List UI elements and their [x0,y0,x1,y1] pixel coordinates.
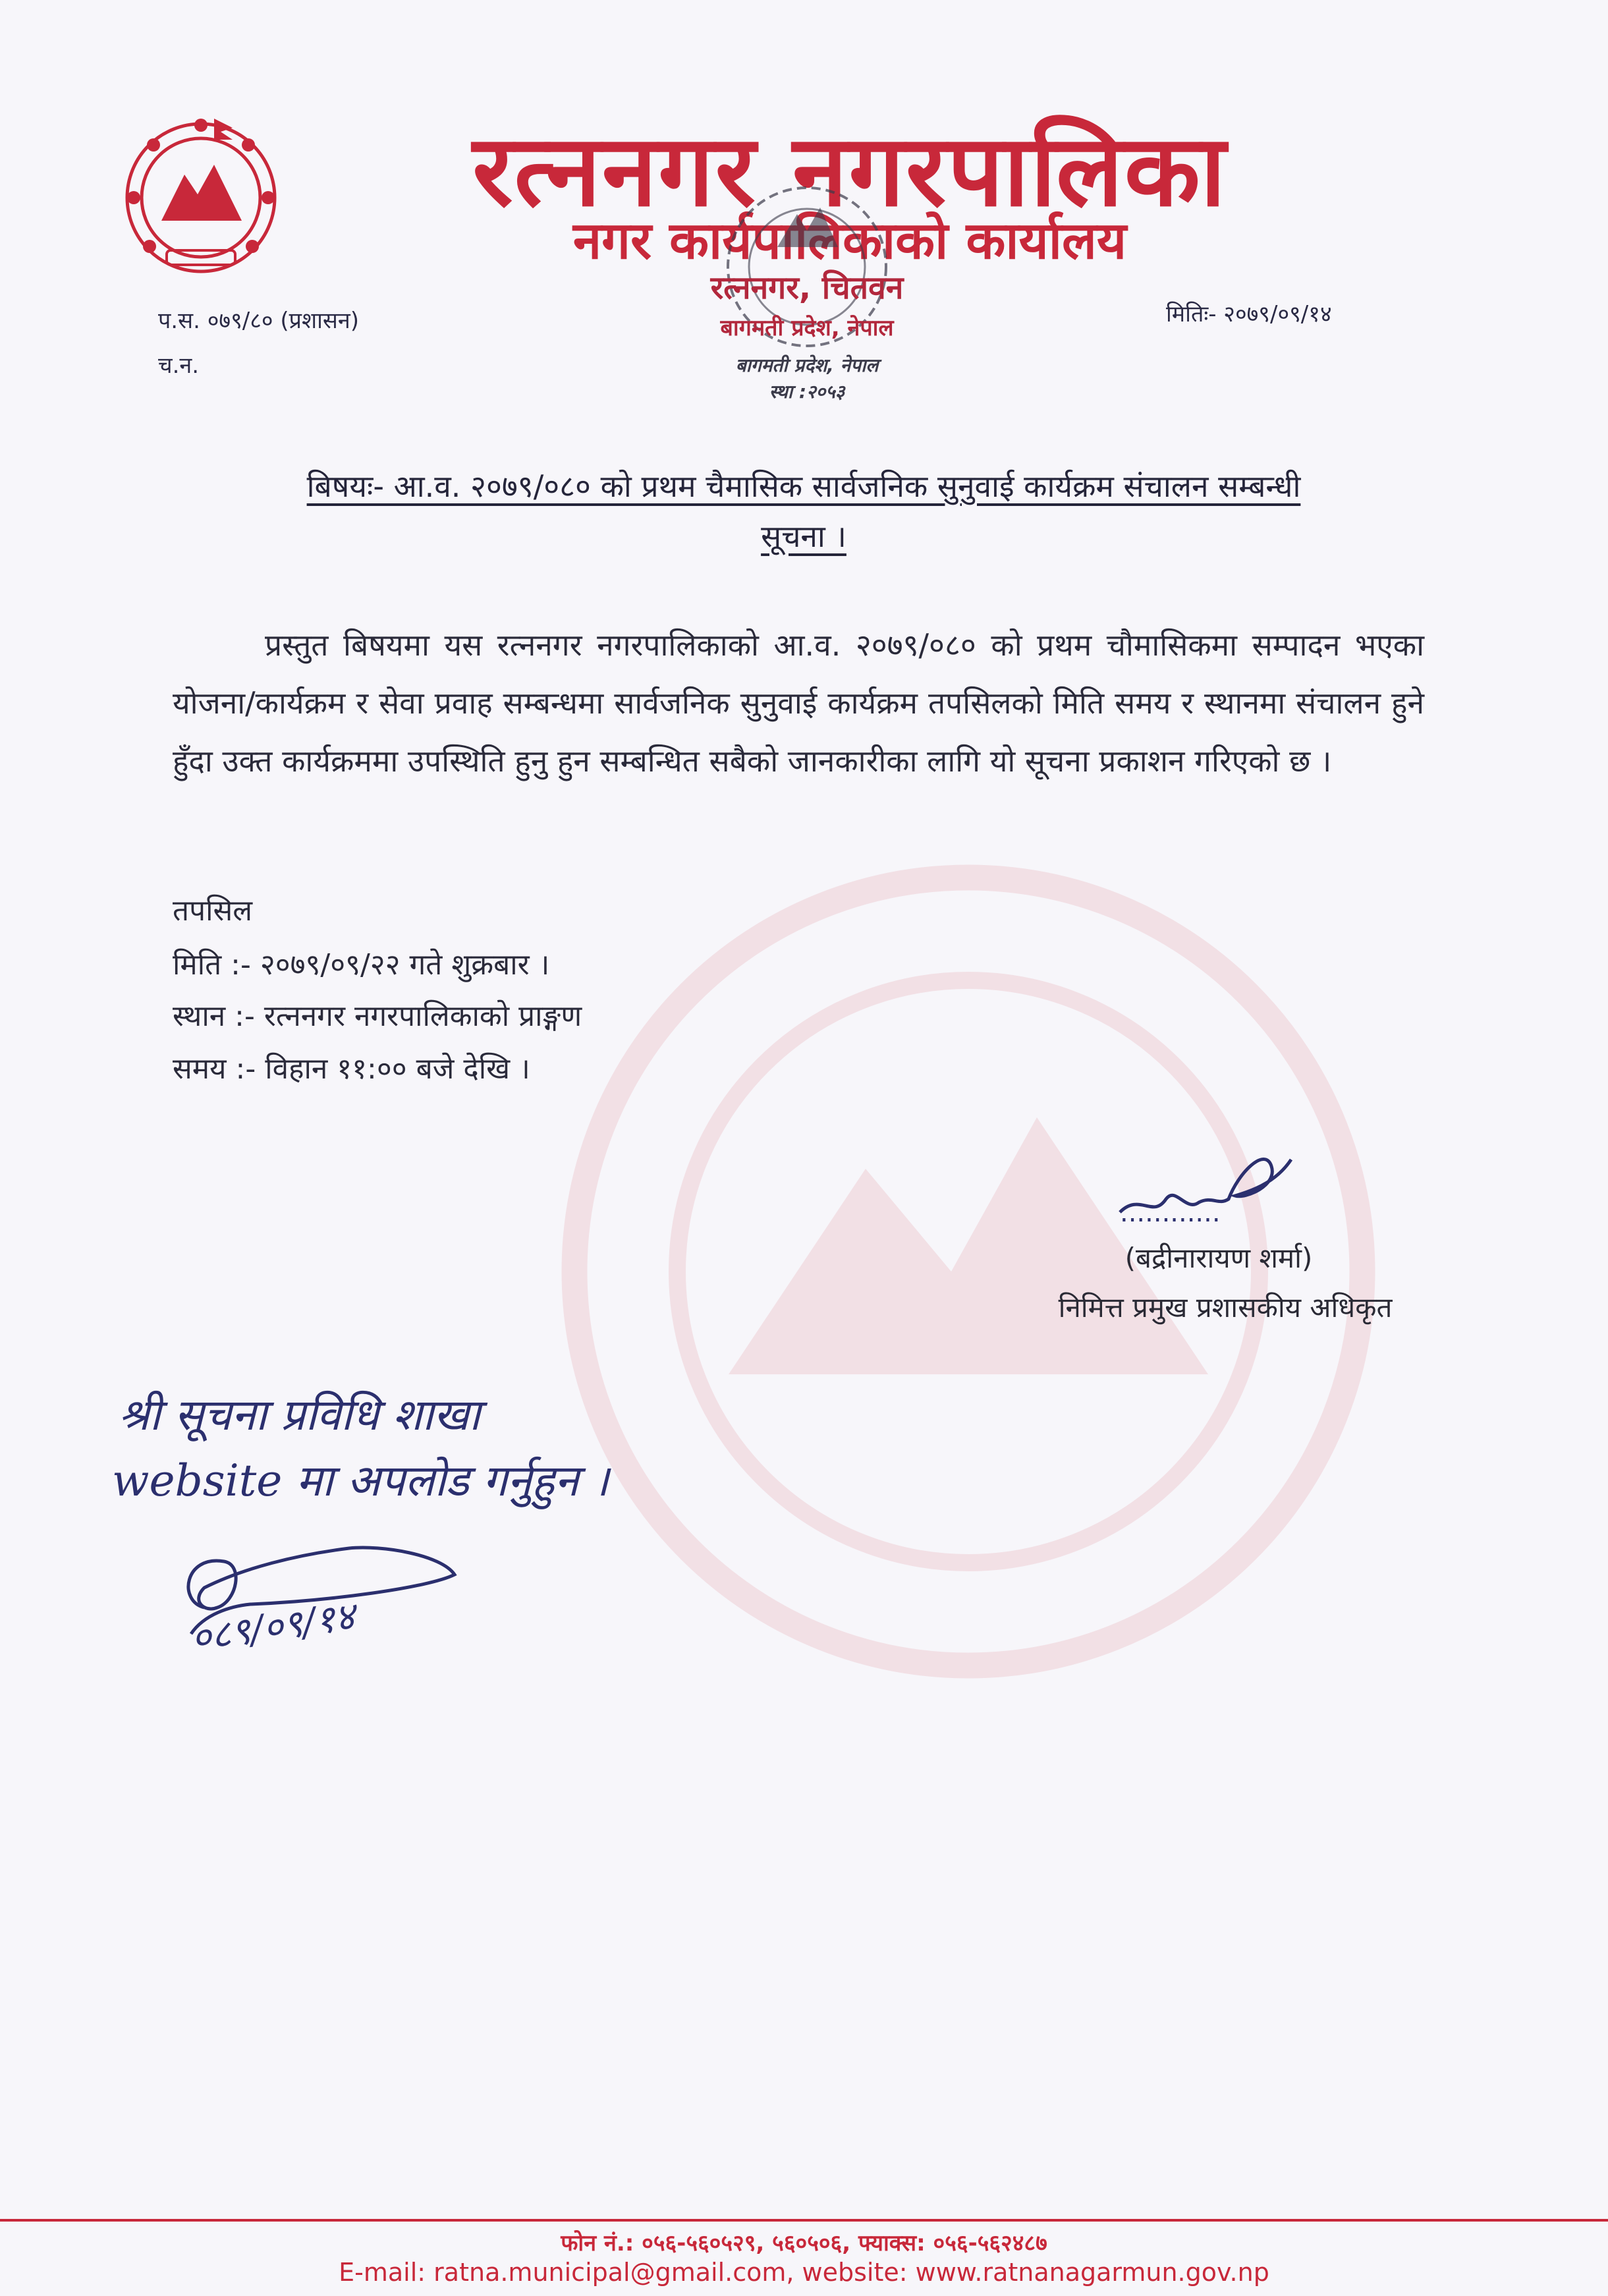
nepal-emblem-icon [115,105,287,290]
signature-dots: ............ [1120,1198,1221,1228]
subject-line-1: बिषयः- आ.व. २०७९/०८० को प्रथम चैमासिक सार्वजनिक सुनुवाई कार्यक्रम संचालन सम्बन्धी [306,468,1301,504]
handwritten-note-date: ०८९/०९/१४ [188,1593,358,1661]
stamp-line-3: बागमती प्रदेश, नेपाल [735,354,879,376]
stamp-line-2: बागमती प्रदेश, नेपाल [720,315,894,341]
office-stamp [665,168,949,418]
stamp-line-4: स्था :२०५३ [769,381,845,403]
letter-date: मितिः- २०७९/०९/१४ [1166,301,1332,327]
signatory-name: (बद्रीनारायण शर्मा) [1124,1242,1313,1274]
schedule-date: मिति :- २०७९/०९/२२ गते शुक्रबार । [173,948,550,982]
footer-divider [0,2219,1608,2222]
dispatch-number: च.न. [158,352,200,379]
signatory-title: निमित्त प्रमुख प्रशासकीय अधिकृत [1058,1291,1393,1324]
organization-name: रत्ननगर नगरपालिका [472,114,1227,229]
subject [198,461,1410,561]
schedule-heading: तपसिल [173,894,253,928]
stamp-line-1: रत्ननगर, चितवन [710,269,904,306]
body-paragraph: प्रस्तुत बिषयमा यस रत्ननगर नगरपालिकाको आ.व. २०७९/०८० को प्रथम चौमासिकमा सम्पादन भएका योजना/कार्यक्रम र सेवा प्रवाह सम्बन्धमा सार्वजनिक सुनुवाई कार्यक्रम तपसिलको मिति समय र स्थानमा संचालन हुने हुँदा उक्त कार्यक्रममा उपस्थिति हुनु हुन सम्बन्धित सबैको जानकारीका लागि यो सूचना प्रकाशन गरिएको छ । [173,627,1424,779]
subject-line-2: सूचना । [761,518,846,554]
office-name: नगर कार्यपालिकाको कार्यालय [572,211,1127,271]
handwritten-note-line-2: website मा अपलोड गर्नुहुन । [112,1455,609,1506]
handwritten-note-line-1: श्री सूचना प्रविधि शाखा [119,1389,481,1440]
reference-number: प.स. ०७९/८० (प्रशासन) [158,308,360,334]
schedule-time: समय :- विहान ११:०० बजे देखि । [173,1052,530,1086]
schedule-place: स्थान :- रत्ननगर नगरपालिकाको प्राङ्गण [173,999,582,1033]
footer-email-website: E-mail: ratna.municipal@gmail.com, website: www.ratnanagarmun.gov.np [339,2258,1269,2287]
footer-phone-fax: फोन नं.: ०५६-५६०५२९, ५६०५०६, फ्याक्स: ०५६-५६२४८७ [561,2230,1047,2256]
